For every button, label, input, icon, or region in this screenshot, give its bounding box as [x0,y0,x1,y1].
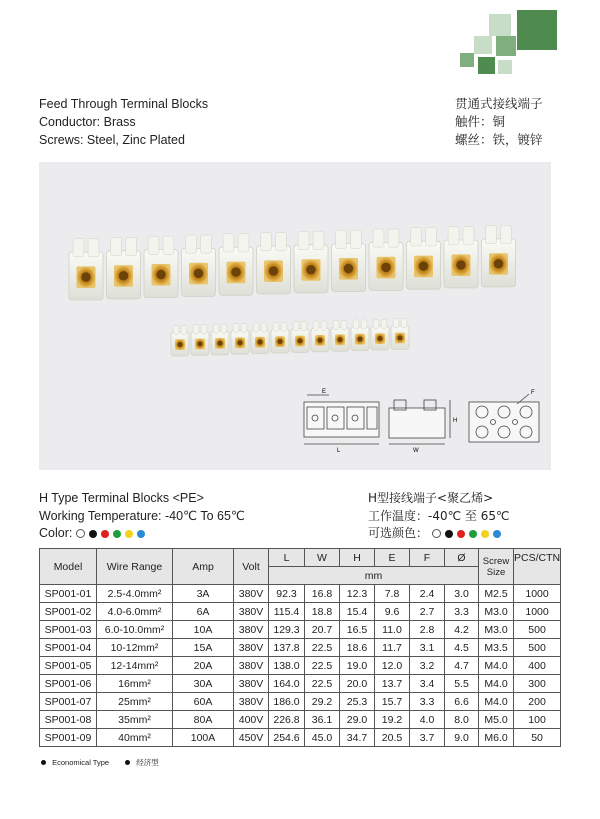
cell-volt: 380V [234,603,269,621]
cell-H: 29.0 [340,711,375,729]
cell-screw: M2.5 [479,585,514,603]
col-header-h: H [340,549,375,567]
spec-color-row [39,525,245,543]
terminal-unit [332,230,366,291]
terminal-unit [351,320,369,351]
color-swatch-icon [101,530,109,538]
cell-volt: 450V [234,729,269,747]
col-header-diameter: Ø [445,549,479,567]
col-header-model: Model [40,549,97,585]
cell-amp: 60A [173,693,234,711]
cell-E: 11.0 [375,621,410,639]
cell-O: 3.0 [445,585,479,603]
col-header-w: W [305,549,340,567]
terminal-unit [257,233,291,294]
cell-F: 4.0 [410,711,445,729]
terminal-unit [171,325,189,356]
cell-wire: 10-12mm² [97,639,173,657]
cell-L: 92.3 [269,585,305,603]
specs-english [39,490,245,543]
cell-F: 2.7 [410,603,445,621]
terminal-unit [219,234,253,295]
cell-L: 137.8 [269,639,305,657]
cell-O: 4.5 [445,639,479,657]
color-swatch-icon [457,530,465,538]
cell-F: 3.7 [410,729,445,747]
cell-wire: 16mm² [97,675,173,693]
cell-wire: 25mm² [97,693,173,711]
cell-O: 9.0 [445,729,479,747]
cell-E: 13.7 [375,675,410,693]
product-photo [39,162,551,470]
cell-L: 164.0 [269,675,305,693]
cell-volt: 380V [234,585,269,603]
bullet-icon [41,760,46,765]
conductor-line: Conductor: Brass [39,115,136,129]
cell-L: 115.4 [269,603,305,621]
color-swatch-icon [137,530,145,538]
cell-W: 18.8 [305,603,340,621]
logo-square [498,60,512,74]
col-header-pcs: PCS/CTN [514,549,561,585]
cell-model: SP001-03 [40,621,97,639]
terminal-unit [371,319,389,350]
cell-screw: M5.0 [479,711,514,729]
logo-square [474,36,492,54]
specification-table [39,548,561,747]
cell-wire: 35mm² [97,711,173,729]
spec-color-label: Color: [39,526,73,540]
cell-volt: 400V [234,711,269,729]
color-swatch-icon [481,530,489,538]
terminal-unit [294,231,328,292]
legend [41,757,159,768]
terminal-unit [291,322,309,353]
cell-screw: M3.0 [479,603,514,621]
terminal-unit [69,239,103,300]
cell-pcs: 1000 [514,603,561,621]
cell-O: 4.2 [445,621,479,639]
cell-E: 11.7 [375,639,410,657]
cell-screw: M4.0 [479,657,514,675]
table-row [40,603,561,621]
logo-square [489,14,511,36]
col-header-e: E [375,549,410,567]
product-title-cn: 贯通式接线端子 [455,96,543,111]
cell-E: 7.8 [375,585,410,603]
cell-O: 8.0 [445,711,479,729]
cell-amp: 3A [173,585,234,603]
technical-drawing-top [469,394,539,442]
cell-F: 3.2 [410,657,445,675]
cell-H: 12.3 [340,585,375,603]
screws-line: Screws: Steel, Zinc Plated [39,133,185,147]
cell-volt: 380V [234,693,269,711]
cell-H: 18.6 [340,639,375,657]
cell-H: 34.7 [340,729,375,747]
cell-wire: 40mm² [97,729,173,747]
screws-line-cn: 螺丝：铁，镀锌 [455,132,543,147]
col-header-screw-size: Screw Size [479,549,514,585]
terminal-unit [144,236,178,297]
small-terminal-strip [171,319,409,356]
col-header-wire-range: Wire Range [97,549,173,585]
table-row [40,657,561,675]
color-options-cn [432,526,505,540]
cell-amp: 100A [173,729,234,747]
terminal-blocks-illustration [39,162,551,470]
table-row [40,711,561,729]
cell-model: SP001-04 [40,639,97,657]
cell-amp: 15A [173,639,234,657]
terminal-unit [182,235,216,296]
logo-square [478,57,495,74]
table-row [40,621,561,639]
cell-model: SP001-01 [40,585,97,603]
cell-wire: 12-14mm² [97,657,173,675]
color-swatch-icon [445,530,453,538]
cell-O: 5.5 [445,675,479,693]
terminal-unit [391,319,409,350]
terminal-unit [251,323,269,354]
dim-label-f: F [531,390,535,396]
cell-E: 20.5 [375,729,410,747]
cell-model: SP001-07 [40,693,97,711]
terminal-unit [407,228,441,289]
cell-W: 22.5 [305,639,340,657]
cell-O: 4.7 [445,657,479,675]
cell-H: 15.4 [340,603,375,621]
terminal-unit [482,225,516,286]
spec-title-cn: H型接线端子<聚乙烯> [368,491,494,505]
cell-pcs: 500 [514,621,561,639]
col-header-amp: Amp [173,549,234,585]
spec-title: H Type Terminal Blocks <PE> [39,491,204,505]
color-swatch-icon [125,530,133,538]
cell-L: 226.8 [269,711,305,729]
cell-W: 22.5 [305,675,340,693]
cell-H: 16.5 [340,621,375,639]
bullet-icon [125,760,130,765]
spec-color-label-cn: 可选颜色： [368,526,429,540]
table-row [40,585,561,603]
terminal-unit [369,229,403,290]
cell-F: 3.4 [410,675,445,693]
legend-economical-cn: 经济型 [136,758,159,767]
color-swatch-icon [493,530,501,538]
cell-model: SP001-02 [40,603,97,621]
unit-header: mm [269,567,479,585]
cell-F: 2.4 [410,585,445,603]
cell-W: 16.8 [305,585,340,603]
dim-label-w: W [413,448,419,454]
terminal-unit [211,324,229,355]
technical-drawing-front [304,395,379,444]
color-swatch-icon [432,529,441,538]
cell-volt: 380V [234,675,269,693]
logo-square [496,36,516,56]
dim-label-l: L [337,448,341,454]
cell-pcs: 500 [514,639,561,657]
logo-square [460,53,474,67]
cell-amp: 80A [173,711,234,729]
large-terminal-strip [69,225,516,300]
color-swatch-icon [113,530,121,538]
cell-F: 3.1 [410,639,445,657]
spec-temperature-cn: 工作温度：-40℃ 至 65℃ [368,508,510,523]
cell-screw: M3.5 [479,639,514,657]
table-row [40,693,561,711]
table-row [40,639,561,657]
cell-H: 25.3 [340,693,375,711]
header-english [39,95,208,149]
cell-amp: 20A [173,657,234,675]
col-header-f: F [410,549,445,567]
cell-pcs: 300 [514,675,561,693]
cell-L: 138.0 [269,657,305,675]
cell-E: 15.7 [375,693,410,711]
terminal-unit [311,321,329,352]
cell-amp: 6A [173,603,234,621]
cell-W: 20.7 [305,621,340,639]
color-swatch-icon [76,529,85,538]
spec-color-row-cn [368,525,509,543]
cell-wire: 4.0-6.0mm² [97,603,173,621]
cell-W: 22.5 [305,657,340,675]
cell-volt: 380V [234,639,269,657]
technical-drawing-side [389,400,450,444]
terminal-unit [444,227,478,288]
cell-model: SP001-05 [40,657,97,675]
cell-volt: 380V [234,657,269,675]
cell-H: 19.0 [340,657,375,675]
legend-economical: Economical Type [52,758,110,767]
terminal-unit [331,320,349,351]
cell-pcs: 100 [514,711,561,729]
color-swatch-icon [89,530,97,538]
table-row [40,729,561,747]
cell-model: SP001-08 [40,711,97,729]
terminal-unit [231,323,249,354]
col-header-l: L [269,549,305,567]
cell-W: 45.0 [305,729,340,747]
color-options [76,526,149,540]
product-title: Feed Through Terminal Blocks [39,97,209,111]
cell-screw: M3.0 [479,621,514,639]
cell-pcs: 400 [514,657,561,675]
cell-L: 129.3 [269,621,305,639]
cell-screw: M4.0 [479,693,514,711]
table-row [40,675,561,693]
cell-model: SP001-09 [40,729,97,747]
terminal-unit [271,322,289,353]
logo-square [517,10,557,50]
cell-pcs: 50 [514,729,561,747]
cell-amp: 30A [173,675,234,693]
cell-E: 12.0 [375,657,410,675]
cell-O: 3.3 [445,603,479,621]
header-chinese [455,95,543,149]
color-swatch-icon [469,530,477,538]
cell-L: 254.6 [269,729,305,747]
table-body [40,585,561,747]
cell-E: 9.6 [375,603,410,621]
cell-pcs: 1000 [514,585,561,603]
dim-label-e: E [322,389,327,395]
cell-F: 2.8 [410,621,445,639]
cell-screw: M4.0 [479,675,514,693]
cell-H: 20.0 [340,675,375,693]
cell-wire: 2.5-4.0mm² [97,585,173,603]
cell-W: 36.1 [305,711,340,729]
cell-F: 3.3 [410,693,445,711]
cell-volt: 380V [234,621,269,639]
cell-L: 186.0 [269,693,305,711]
cell-E: 19.2 [375,711,410,729]
cell-amp: 10A [173,621,234,639]
cell-W: 29.2 [305,693,340,711]
dim-label-h: H [453,418,458,424]
col-header-volt: Volt [234,549,269,585]
terminal-unit [107,237,141,298]
cell-O: 6.6 [445,693,479,711]
cell-screw: M6.0 [479,729,514,747]
spec-temperature: Working Temperature: -40℃ To 65℃ [39,508,245,523]
cell-wire: 6.0-10.0mm² [97,621,173,639]
cell-pcs: 200 [514,693,561,711]
specs-chinese [368,490,509,543]
terminal-unit [191,325,209,356]
conductor-line-cn: 触件：铜 [455,114,506,129]
cell-model: SP001-06 [40,675,97,693]
